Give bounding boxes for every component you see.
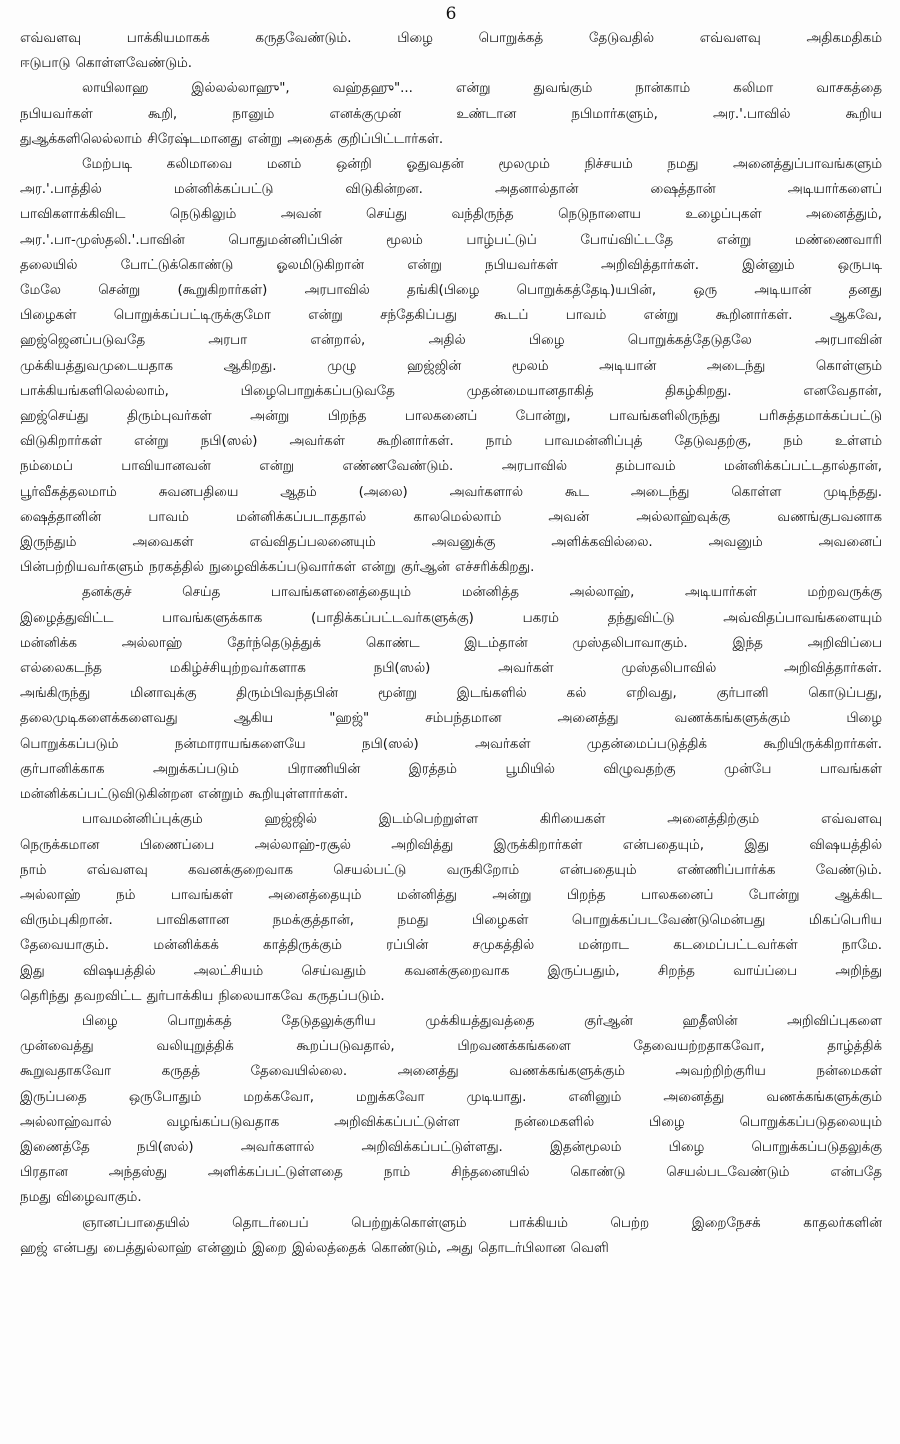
text-line: நெருக்கமான பிணைப்பை அல்லாஹ்-ரசூல் அறிவித்து இருக்கிறார்கள் என்பதையும், இது விஷயத்தில் (20, 837, 882, 853)
text-line: ஷைத்தானின் பாவம் மன்னிக்கப்படாததால் காலமெல்லாம் அவன் அல்லாஹ்வுக்கு வணங்குபவனாக (20, 509, 882, 525)
text-line: நமது விழைவாகும். (20, 1190, 142, 1206)
text-line: பிழை பொறுக்கத் தேடுதலுக்குரிய முக்கியத்துவத்தை குர்ஆன் ஹதீஸின் அறிவிப்புகளை (82, 1013, 882, 1029)
paragraph (20, 807, 882, 1009)
paragraph (20, 580, 882, 807)
text-line: மன்னிக்க அல்லாஹ் தேர்ந்தெடுத்துக் கொண்ட இடம்தான் முஸ்தலிபாவாகும். இந்த அறிவிப்பை (20, 635, 882, 651)
text-line: ஹஜ்ஜெனப்படுவதே அரபா என்றால், அதில் பிழை பொறுக்கத்தேடுதலே அரபாவின் (20, 333, 882, 349)
text-line: பூர்வீகத்தலமாம் சுவனபதியை ஆதம் (அலை) அவர்களால் கூட அடைந்து கொள்ள முடிந்தது. (20, 484, 882, 500)
text-line: விரும்புகிறான். பாவிகளான நமக்குத்தான், நமது பிழைகள் பொறுக்கப்படவேண்டுமென்பது மிகப்பெரிய (20, 913, 882, 929)
text-line: குர்பானிக்காக அறுக்கப்படும் பிராணியின் இரத்தம் பூமியில் விழுவதற்கு முன்பே பாவங்கள் (20, 761, 882, 777)
text-line: பிரதான அந்தஸ்து அளிக்கப்பட்டுள்ளதை நாம் சிந்தனையில் கொண்டு செயல்படவேண்டும் என்பதே (20, 1165, 882, 1181)
text-line: நாம் எவ்வளவு கவனக்குறைவாக செயல்பட்டு வருகிறோம் என்பதையும் எண்ணிப்பார்க்க வேண்டும். (20, 862, 882, 878)
text-line: ஈடுபாடு கொள்ளவேண்டும். (20, 56, 193, 72)
text-line: தலையில் போட்டுக்கொண்டு ஓலமிடுகிறான் என்று நபியவர்கள் அறிவித்தார்கள். இன்னும் ஒருபடி (20, 257, 882, 273)
text-line: எவ்வளவு பாக்கியமாகக் கருதவேண்டும். பிழை பொறுக்கத் தேடுவதில் எவ்வளவு அதிகமதிகம் (20, 31, 882, 46)
text-line: விடுகிறார்கள் என்று நபி(ஸல்) அவர்கள் கூறினார்கள். நாம் பாவமன்னிப்புத் தேடுவதற்கு, நம் உள்ளம் (20, 434, 882, 450)
text-line: முன்வைத்து வலியுறுத்திக் கூறப்படுவதால், பிறவணக்கங்களை தேவையற்றதாகவோ, தாழ்த்திக் (20, 1039, 882, 1055)
text-line: அல்லாஹ் நம் பாவங்கள் அனைத்தையும் மன்னித்து அன்று பிறந்த பாலகனைப் போன்று ஆக்கிட (20, 887, 882, 903)
text-line: பாவமன்னிப்புக்கும் ஹஜ்ஜில் இடம்பெற்றுள்ள கிரியைகள் அனைத்திற்கும் எவ்வளவு (82, 812, 882, 828)
text-line: மேலே சென்று (கூறுகிறார்கள்) அரபாவில் தங்கி(பிழை பொறுக்கத்தேடி)யபின், ஒரு அடியான் தனது (20, 283, 882, 299)
paragraph (20, 1211, 882, 1261)
paragraph (20, 76, 882, 152)
text-line: பின்பற்றியவர்களும் நரகத்தில் நுழைவிக்கப்படுவார்கள் என்று குர்ஆன் எச்சரிக்கிறது. (20, 560, 535, 576)
text-line: லாயிலாஹ இல்லல்லாஹு", வஹ்தஹு"... என்று துவங்கும் நான்காம் கலிமா வாசகத்தை (82, 81, 882, 97)
text-line: தனக்குச் செய்த பாவங்களனைத்தையும் மன்னித்த அல்லாஹ், அடியார்கள் மற்றவருக்கு (82, 585, 882, 601)
text-line: பிழைகள் பொறுக்கப்பட்டிருக்குமோ என்று சந்தேகிப்பது கூடப் பாவம் என்று கூறினார்கள். ஆகவே, (20, 308, 882, 324)
text-line: தலைமுடிகளைக்களைவது ஆகிய "ஹஜ்" சம்பந்தமான அனைத்து வணக்கங்களுக்கும் பிழை (20, 711, 882, 727)
text-line: அர.'.பா-முஸ்தலி.'.பாவின் பொதுமன்னிப்பின் மூலம் பாழ்பட்டுப் போய்விட்டதே என்று மண்ணைவாரி (20, 232, 882, 248)
text-line: தெரிந்து தவறவிட்ட துர்பாக்கிய நிலையாகவே கருதப்படும். (20, 988, 385, 1004)
text-line: துஆக்களிலெல்லாம் சிரேஷ்டமானது என்று அதைக் குறிப்பிட்டார்கள். (20, 131, 444, 147)
text-line: மன்னிக்கப்பட்டுவிடுகின்றன என்றும் கூறியுள்ளார்கள். (20, 787, 349, 803)
text-line: ஞானப்பாதையில் தொடர்பைப் பெற்றுக்கொள்ளும் பாக்கியம் பெற்ற இறைநேசக் காதலர்களின் (82, 1215, 882, 1231)
paragraph (20, 1009, 882, 1211)
text-line: ஹஜ்செய்து திரும்புவர்கள் அன்று பிறந்த பாலகனைப் போன்று, பாவங்களிலிருந்து பரிசுத்தமாக்கப்பட்டு (20, 409, 882, 425)
text-line: அங்கிருந்து மினாவுக்கு திரும்பிவந்தபின் மூன்று இடங்களில் கல் எறிவது, குர்பானி கொடுப்பது, (20, 686, 882, 702)
text-line: முக்கியத்துவமுடையதாக ஆகிறது. முழு ஹஜ்ஜின் மூலம் அடியான் அடைந்து கொள்ளும் (20, 358, 882, 374)
text-line: பொறுக்கப்படும் நன்மாராயங்களையே நபி(ஸல்) அவர்கள் முதன்மைப்படுத்திக் கூறியிருக்கிறார்கள். (20, 736, 882, 752)
paragraph (20, 152, 882, 580)
text-line: இது விஷயத்தில் அலட்சியம் செய்வதும் கவனக்குறைவாக இருப்பதும், சிறந்த வாய்ப்பை அறிந்து (20, 963, 882, 979)
text-line: பாக்கியங்களிலெல்லாம், பிழைபொறுக்கப்படுவதே முதன்மையானதாகித் திகழ்கிறது. எனவேதான், (20, 383, 882, 399)
body-text (20, 26, 882, 1261)
paragraph (20, 26, 882, 76)
text-line: பாவிகளாக்கிவிட நெடுகிலும் அவன் செய்து வந்திருந்த நெடுநாளைய உழைப்புகள் அனைத்தும், (20, 207, 882, 223)
text-line: நம்மைப் பாவியானவன் என்று எண்ணவேண்டும். அரபாவில் தம்பாவம் மன்னிக்கப்பட்டதால்தான், (20, 459, 882, 475)
text-line: எல்லைகடந்த மகிழ்ச்சியுற்றவர்களாக நபி(ஸல்) அவர்கள் முஸ்தலிபாவில் அறிவித்தார்கள். (20, 661, 882, 677)
text-line: தேவையாகும். மன்னிக்கக் காத்திருக்கும் ரப்பின் சமுகத்தில் மன்றாட கடமைப்பட்டவர்கள் நாமே. (20, 938, 882, 954)
text-line: இருப்பதை ஒருபோதும் மறக்கவோ, மறுக்கவோ முடியாது. எனினும் அனைத்து வணக்கங்களுக்கும் (20, 1089, 882, 1105)
text-line: அர.'.பாத்தில் மன்னிக்கப்பட்டு விடுகின்றன. அதனால்தான் ஷைத்தான் அடியார்களைப் (20, 182, 882, 198)
text-line: இணைத்தே நபி(ஸல்) அவர்களால் அறிவிக்கப்பட்டுள்ளது. இதன்மூலம் பிழை பொறுக்கப்படுதலுக்கு (20, 1139, 882, 1155)
text-line: நபியவர்கள் கூறி, நானும் எனக்குமுன் உண்டான நபிமார்களும், அர.'.பாவில் கூறிய (20, 106, 882, 122)
text-line: அல்லாஹ்வால் வழங்கப்படுவதாக அறிவிக்கப்பட்டுள்ள நன்மைகளில் பிழை பொறுக்கப்படுதலையும் (20, 1114, 882, 1130)
text-line: ஹஜ் என்பது பைத்துல்லாஹ் என்னும் இறை இல்லத்தைக் கொண்டும், அது தொடர்பிலான வெளி (20, 1240, 609, 1256)
text-line: இழைத்துவிட்ட பாவங்களுக்காக (பாதிக்கப்பட்டவர்களுக்கு) பகரம் தந்துவிட்டு அவ்விதப்பாவங்களையும் (20, 610, 882, 626)
text-line: மேற்படி கலிமாவை மனம் ஒன்றி ஓதுவதன் மூலமும் நிச்சயம் நமது அனைத்துப்பாவங்களும் (82, 157, 882, 173)
page-number: 6 (445, 4, 457, 24)
text-line: கூறுவதாகவோ கருதத் தேவையில்லை. அனைத்து வணக்கங்களுக்கும் அவற்றிற்குரிய நன்மைகள் (20, 1064, 882, 1080)
text-line: இருந்தும் அவைகள் எவ்விதப்பலனையும் அவனுக்கு அளிக்கவில்லை. அவனும் அவனைப் (20, 535, 882, 551)
